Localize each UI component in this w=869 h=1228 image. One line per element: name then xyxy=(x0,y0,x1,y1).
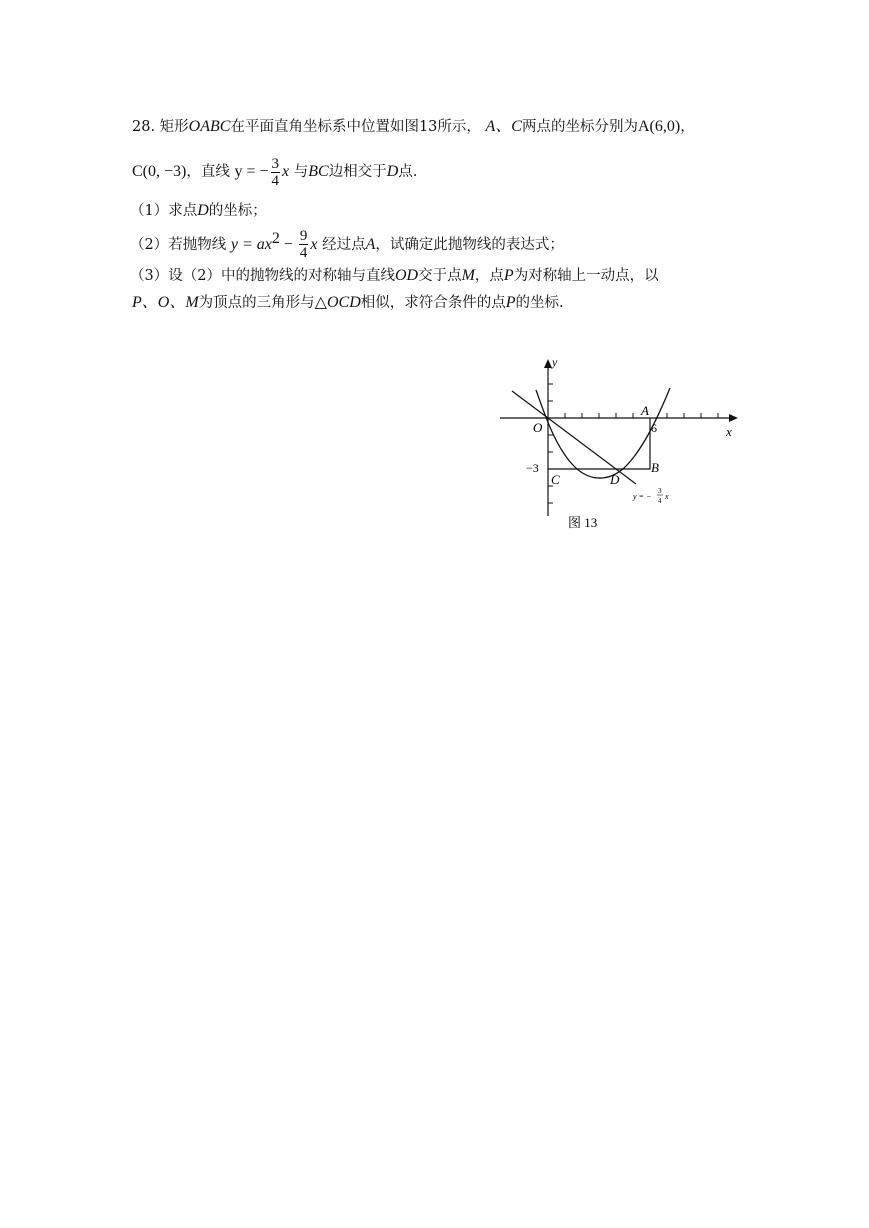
text: 若抛物线 xyxy=(168,236,227,253)
exponent: 2 xyxy=(271,230,280,247)
figure-13 xyxy=(496,352,746,542)
text: 的坐标. xyxy=(515,295,564,311)
question-2 xyxy=(130,219,564,265)
text: 的坐标； xyxy=(208,203,267,219)
text: 边相交于 xyxy=(328,164,387,180)
text: 在平面直角坐标系中位置如图13所示， xyxy=(230,119,481,135)
question-3 xyxy=(130,266,659,286)
text: ，试确定此抛物线的表达式； xyxy=(375,236,564,253)
y-axis-arrow xyxy=(544,359,552,368)
point-d-label: D xyxy=(610,472,620,487)
point-c-coord: C(0, −3) xyxy=(132,163,187,180)
text: 设（2）中的抛物线的对称轴与直线 xyxy=(168,268,395,284)
fraction-denominator: 4 xyxy=(271,172,280,189)
line-eq-den: 4 xyxy=(658,497,662,505)
fraction-numerator: 3 xyxy=(271,155,280,172)
triangle-ocd: △OCD xyxy=(314,294,361,311)
fraction xyxy=(271,156,281,189)
problem-line-1 xyxy=(132,117,695,137)
point-p: P xyxy=(505,294,516,311)
coordinate-diagram xyxy=(496,352,746,542)
question-label: （3） xyxy=(130,268,169,284)
rectangle-oabc xyxy=(548,418,650,469)
point-d: D xyxy=(197,202,209,219)
text: ， xyxy=(680,119,695,135)
figure-caption: 图 13 xyxy=(568,515,598,530)
point-a-coord: A(6,0) xyxy=(637,118,681,135)
text: 两点的坐标分别为 xyxy=(521,119,638,135)
text: 经过点 xyxy=(322,236,366,253)
points-pom: P、O、M xyxy=(132,294,199,311)
tick-label-6: 6 xyxy=(651,421,657,435)
text: ，点 xyxy=(474,268,504,284)
point-m: M xyxy=(461,267,475,284)
fraction-denominator: 4 xyxy=(299,245,308,262)
text: 相似，求符合条件的点 xyxy=(360,295,506,311)
rect-name: OABC xyxy=(188,118,231,135)
fraction xyxy=(299,228,309,261)
text: 点. xyxy=(398,164,418,180)
variable-x: x xyxy=(282,163,290,180)
points-ac: A、C xyxy=(485,118,522,135)
point-a-label: A xyxy=(641,403,649,418)
text: 与 xyxy=(293,164,309,180)
point-p: P xyxy=(503,267,514,284)
tick-label-neg3: −3 xyxy=(526,461,539,475)
question-label: （2） xyxy=(130,236,169,253)
point-c-label: C xyxy=(551,472,560,487)
problem-line-2 xyxy=(132,152,417,192)
text: 为对称轴上一动点，以 xyxy=(513,268,659,284)
fraction-numerator: 9 xyxy=(299,228,308,245)
line-equation-lhs: y = − xyxy=(234,163,269,180)
problem-number: 28. xyxy=(132,119,156,135)
text: 为顶点的三角形与 xyxy=(198,295,315,311)
segment-bc: BC xyxy=(308,163,329,180)
line-eq-var: x xyxy=(665,492,669,501)
point-d: D xyxy=(386,163,399,180)
question-1 xyxy=(130,201,267,221)
x-axis-label: x xyxy=(726,424,732,439)
text: 交于点 xyxy=(418,268,462,284)
parabola-eq-a: y = ax xyxy=(230,235,272,253)
line-eq-num: 3 xyxy=(658,487,662,495)
text: 矩形 xyxy=(159,119,189,135)
line-od: OD xyxy=(394,267,419,284)
y-axis-label: y xyxy=(552,355,558,369)
text: 求点 xyxy=(168,203,198,219)
line-eq-lhs: y = − xyxy=(633,492,652,501)
point-a: A xyxy=(365,235,376,253)
text: ，直线 xyxy=(186,164,230,180)
origin-label: O xyxy=(533,420,543,435)
variable-x: x xyxy=(310,235,318,253)
point-b-label: B xyxy=(651,460,659,475)
parabola-eq-minus: − xyxy=(279,235,297,253)
question-label: （1） xyxy=(130,203,169,219)
question-3-cont xyxy=(132,293,564,313)
x-axis-arrow xyxy=(729,414,738,422)
